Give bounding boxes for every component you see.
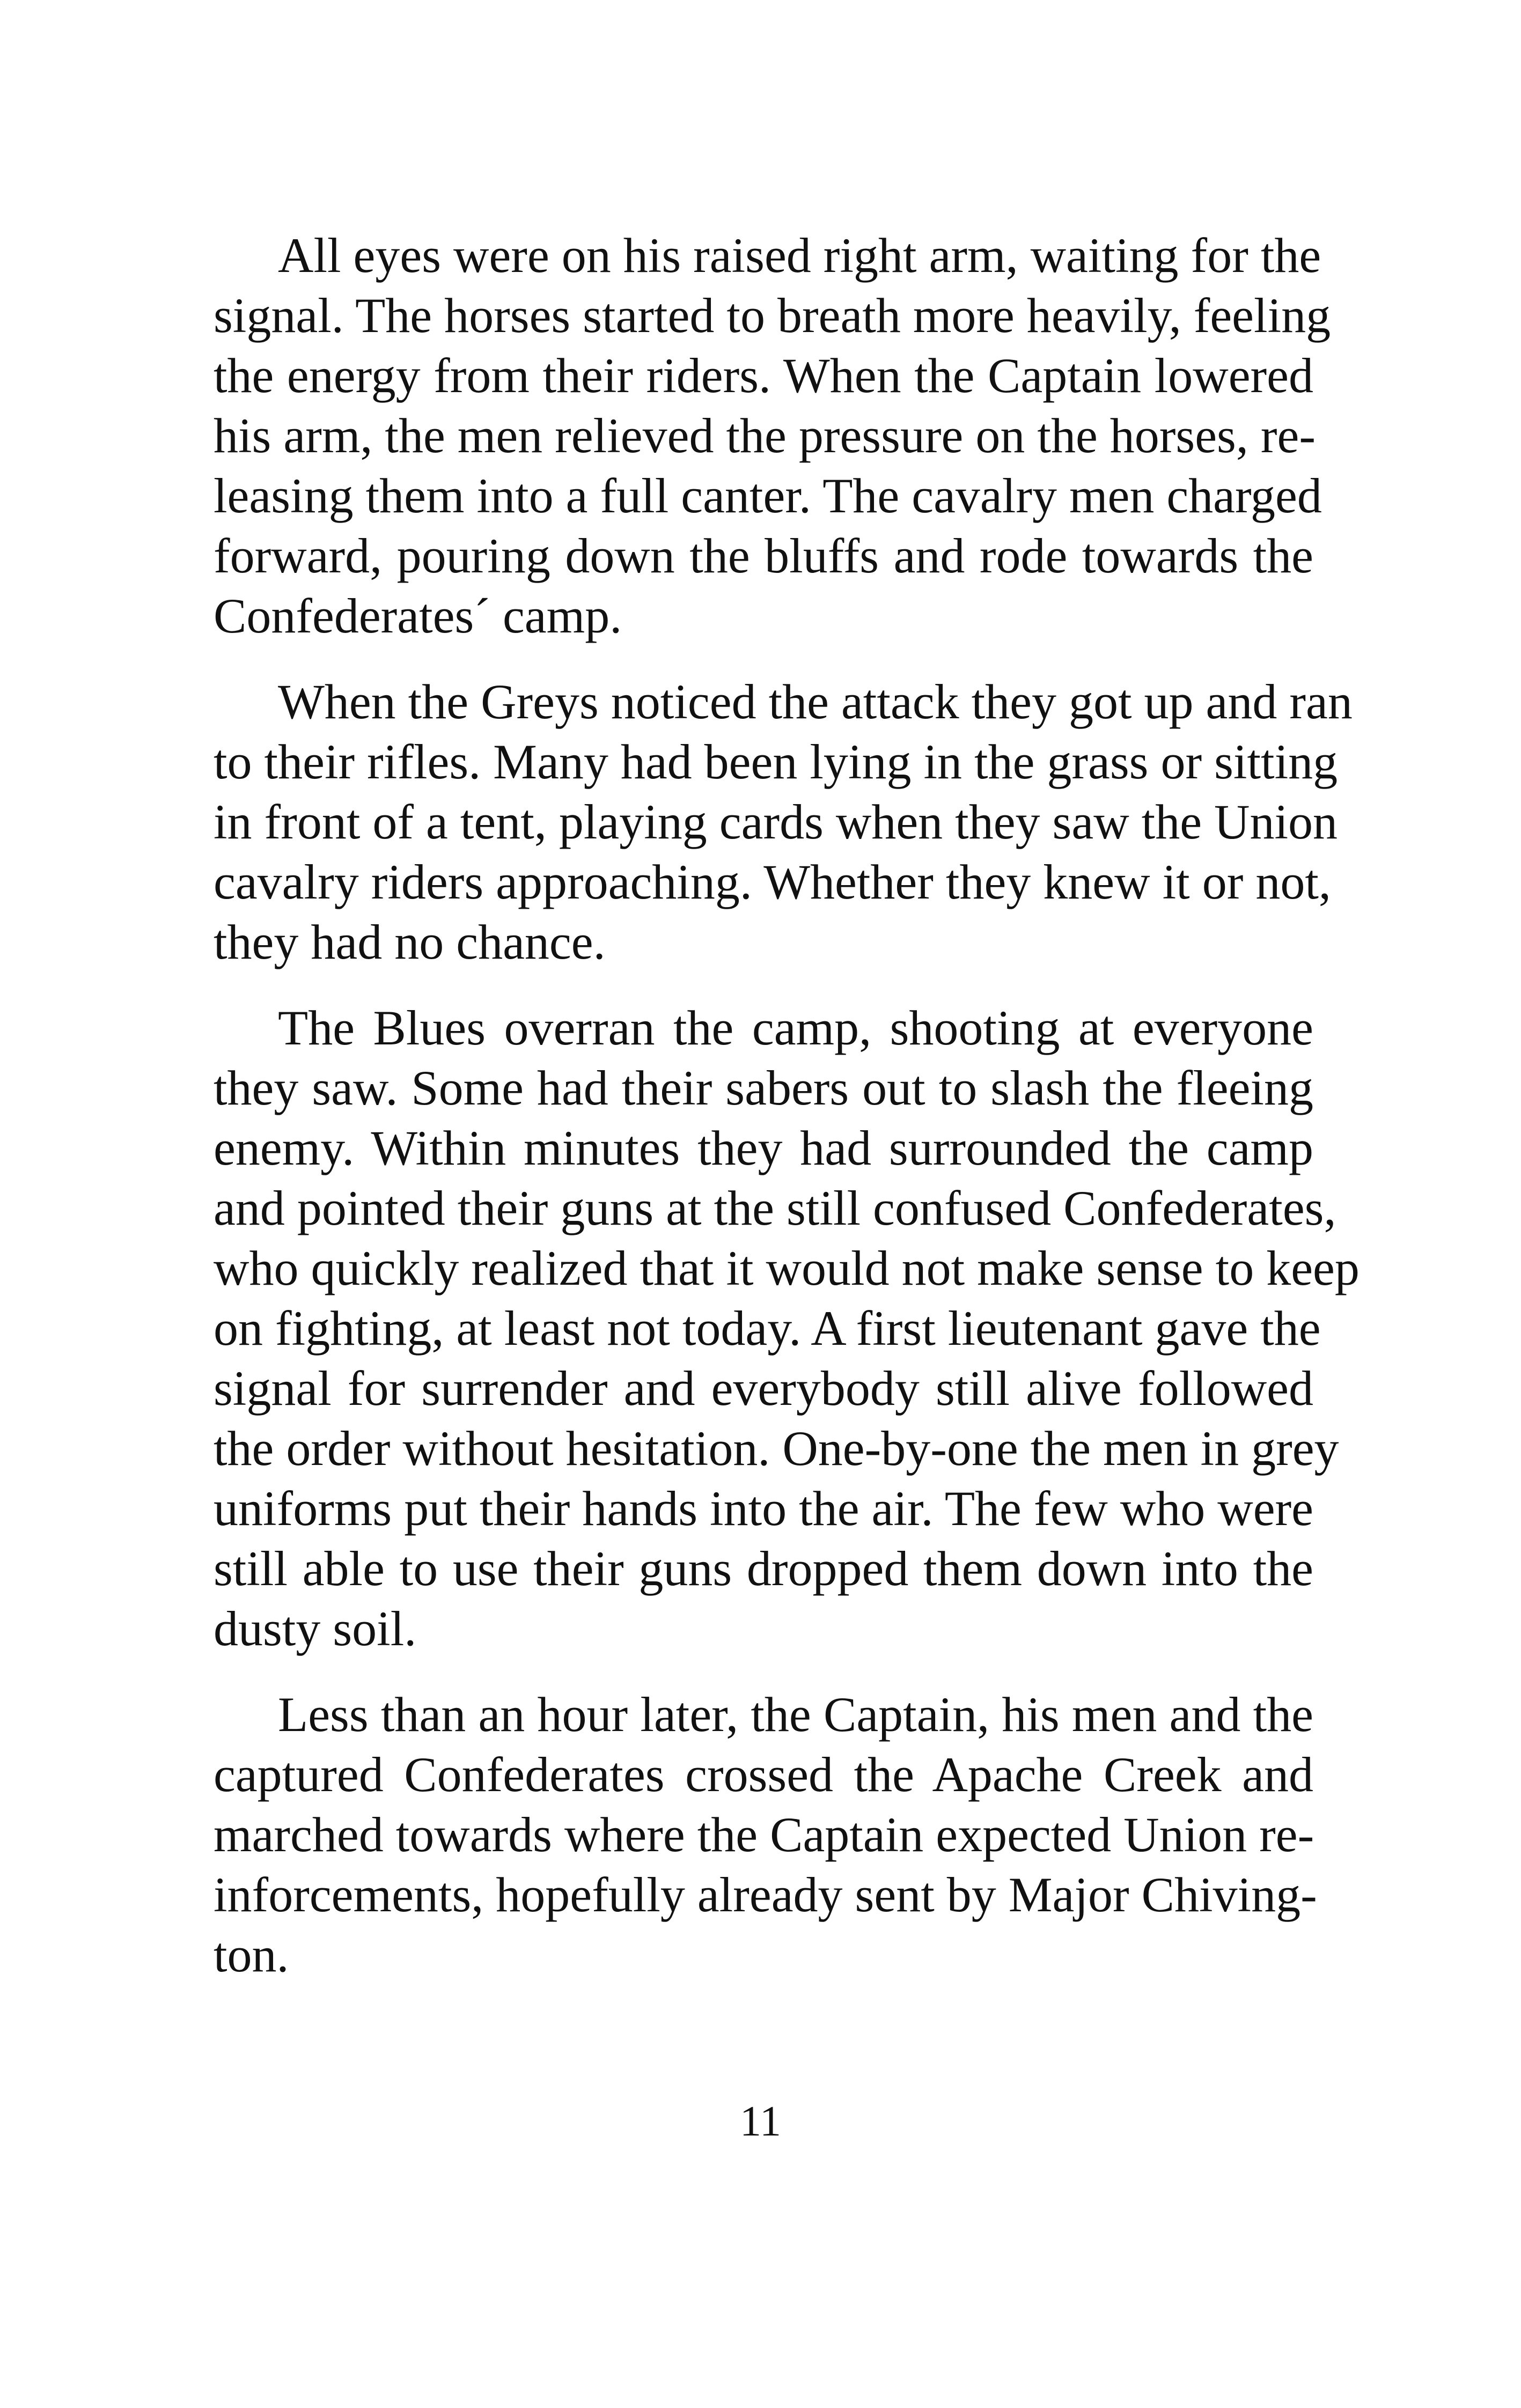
text-line: they had no chance. bbox=[214, 915, 606, 969]
text-line: Less than an hour later, the Captain, his men and the bbox=[278, 1687, 1313, 1742]
text-line: still able to use their guns dropped them down into the bbox=[214, 1541, 1313, 1596]
text-line: Confederates´ camp. bbox=[214, 588, 622, 643]
text-line: and pointed their guns at the still confused Confederates, bbox=[214, 1181, 1336, 1235]
text-line: All eyes were on his raised right arm, waiting for the bbox=[278, 228, 1321, 283]
text-line: marched towards where the Captain expected Union re- bbox=[214, 1807, 1314, 1862]
page-number: 11 bbox=[739, 2098, 782, 2145]
paragraph-3 bbox=[214, 998, 1360, 1659]
text-line: enemy. Within minutes they had surrounded the camp bbox=[214, 1121, 1313, 1175]
text-line: signal. The horses started to breath more heavily, feeling bbox=[214, 288, 1331, 343]
text-line: ton. bbox=[214, 1927, 289, 1982]
text-line: uniforms put their hands into the air. The few who were bbox=[214, 1481, 1313, 1536]
text-line: leasing them into a full canter. The cavalry men charged bbox=[214, 468, 1322, 523]
text-line: cavalry riders approaching. Whether they knew it or not, bbox=[214, 855, 1331, 909]
text-line: in front of a tent, playing cards when they saw the Union bbox=[214, 794, 1338, 849]
text-line: they saw. Some had their sabers out to slash the fleeing bbox=[214, 1061, 1313, 1115]
paragraph-2 bbox=[214, 672, 1353, 972]
text-line: signal for surrender and everybody still alive followed bbox=[214, 1361, 1313, 1416]
text-line: the energy from their riders. When the Captain lowered bbox=[214, 348, 1313, 403]
text-line: captured Confederates crossed the Apache Creek and bbox=[214, 1747, 1313, 1802]
text-line: dusty soil. bbox=[214, 1601, 417, 1656]
paragraph-4 bbox=[214, 1684, 1317, 1985]
text-line: forward, pouring down the bluffs and rode towards the bbox=[214, 528, 1313, 583]
text-line: When the Greys noticed the attack they got up and ran bbox=[278, 674, 1353, 729]
text-line: his arm, the men relieved the pressure on the horses, re- bbox=[214, 408, 1316, 463]
paragraph-1 bbox=[214, 225, 1331, 646]
text-line: on fighting, at least not today. A first lieutenant gave the bbox=[214, 1301, 1321, 1356]
text-line: to their rifles. Many had been lying in the grass or sitting bbox=[214, 734, 1338, 789]
body-text bbox=[214, 225, 1360, 2011]
text-line: inforcements, hopefully already sent by Major Chiving- bbox=[214, 1867, 1317, 1922]
text-line: the order without hesitation. One-by-one the men in grey bbox=[214, 1421, 1339, 1476]
text-line: The Blues overran the camp, shooting at everyone bbox=[278, 1000, 1313, 1055]
text-line: who quickly realized that it would not make sense to keep bbox=[214, 1241, 1360, 1295]
